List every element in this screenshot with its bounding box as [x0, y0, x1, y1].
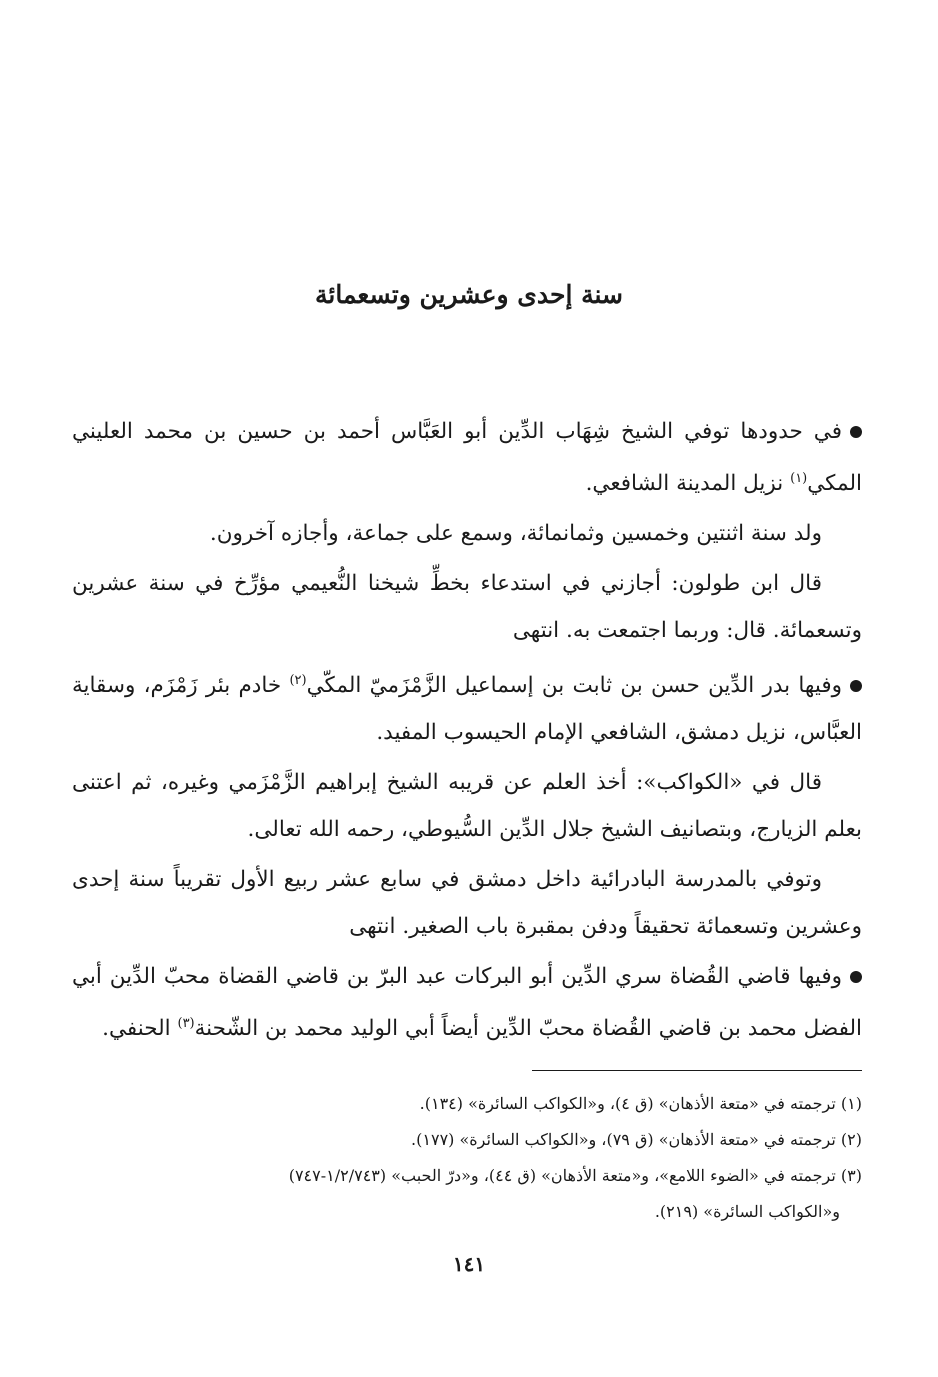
paragraph-text: خادم بئر زَمْزَم، وسقاية العبَّاس، نزيل دمشق، الشافعي الإمام الحيسوب المفيد. [72, 673, 862, 746]
paragraph-text: نزيل المدينة الشافعي. [585, 471, 784, 497]
paragraph-text: وفيها بدر الدِّين حسن بن ثابت بن إسماعيل الزَّمْزَميّ المكّي [306, 673, 842, 699]
paragraph-text: في حدودها توفي الشيخ شِهَاب الدِّين أبو العَبَّاس أحمد بن حسين بن محمد العليني المكي [72, 419, 862, 497]
footnote-reference: (٣) [177, 1016, 195, 1032]
footnote-reference: (٢) [289, 673, 307, 689]
bullet-icon [850, 680, 862, 692]
bullet-icon [850, 971, 862, 983]
paragraph-entry-3 [72, 953, 862, 1052]
paragraph-kawakib: قال في «الكواكب»: أخذ العلم عن قريبه الشيخ إبراهيم الزَّمْزَمي وغيره، ثم اعتنى بعلم الزيارج، وبتصانيف الشيخ جلال الدِّين السُّيوطي، رحمه الله تعالى. [72, 770, 862, 843]
footnote-1: (١) ترجمته في «متعة الأذهان» (ق ٤)، و«الكواكب السائرة» (١٣٤). [419, 1094, 862, 1113]
section-title: سنة إحدى وعشرين وتسعمائة [315, 280, 623, 309]
footnote-divider [532, 1070, 862, 1071]
footnotes [72, 1086, 862, 1230]
paragraph-text: وفيها قاضي القُضاة سري الدِّين أبو البركات عبد البرّ بن قاضي القضاة محبّ الدِّين أبي الفضل محمد بن قاضي القُضاة محبّ الدِّين أيضاً أبي الوليد محمد بن الشّحنة [72, 964, 862, 1042]
page-number: ١٤١ [452, 1252, 486, 1276]
paragraph-entry-2 [72, 657, 862, 756]
footnote-2: (٢) ترجمته في «متعة الأذهان» (ق ٧٩)، و«الكواكب السائرة» (١٧٧). [411, 1130, 862, 1149]
paragraph-ibn-tulun: قال ابن طولون: أجازني في استدعاء بخطِّ شيخنا النُّعيمي مؤرِّخ في سنة عشرين وتسعمائة. قال: وربما اجتمعت به. انتهى [72, 571, 862, 644]
main-text [72, 408, 862, 1055]
footnote-3: (٣) ترجمته في «الضوء اللامع»، و«متعة الأذهان» (ق ٤٤)، و«درّ الحبب» (١/٢/٧٤٣-٧٤٧) [288, 1166, 862, 1185]
footnote-reference: (١) [790, 471, 808, 486]
bullet-icon [850, 426, 862, 438]
paragraph-death: وتوفي بالمدرسة البادرائية داخل دمشق في سابع عشر ربيع الأول تقريباً سنة إحدى وعشرين وتسعمائة تحقيقاً ودفن بمقبرة باب الصغير. انتهى [72, 867, 862, 940]
paragraph-birth: ولد سنة اثنتين وخمسين وثمانمائة، وسمع على جماعة، وأجازه آخرون. [209, 521, 822, 547]
footnote-3-continued: و«الكواكب السائرة» (٢١٩). [654, 1202, 840, 1221]
paragraph-entry-1 [72, 408, 862, 507]
paragraph-text: الحنفي. [102, 1016, 171, 1042]
